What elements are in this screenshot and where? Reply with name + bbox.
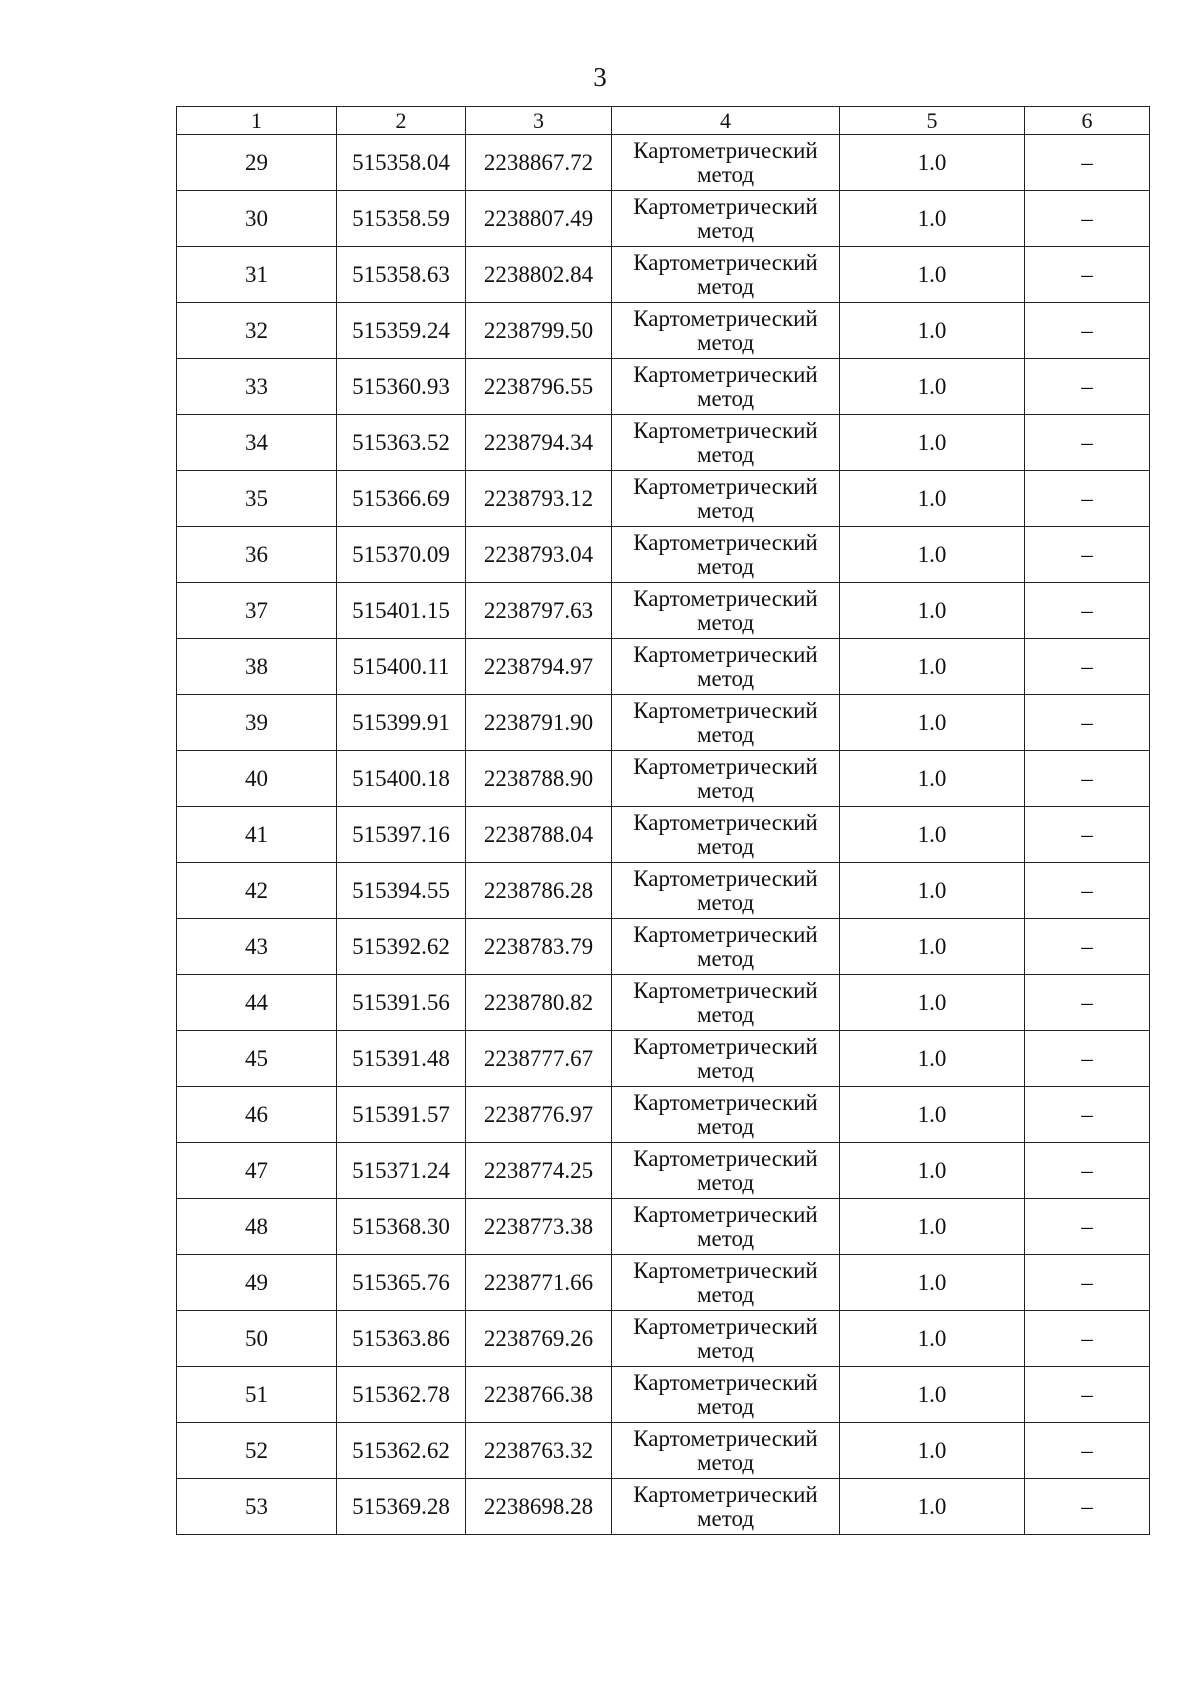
table-row: [177, 1143, 1150, 1199]
point-number-cell: 52: [177, 1423, 337, 1479]
header-col-5: 5: [840, 107, 1025, 135]
coordinates-table: [176, 106, 1150, 1535]
method-line-2: метод: [696, 1449, 755, 1475]
method-cell: [612, 303, 840, 359]
note-cell: –: [1025, 527, 1150, 583]
point-number-cell: 39: [177, 695, 337, 751]
method-cell: [612, 919, 840, 975]
y-coordinate-cell: 2238797.63: [466, 583, 612, 639]
accuracy-cell: 1.0: [840, 1031, 1025, 1087]
note-cell: –: [1025, 751, 1150, 807]
point-number-cell: 30: [177, 191, 337, 247]
point-number-cell: 40: [177, 751, 337, 807]
point-number-cell: 41: [177, 807, 337, 863]
y-coordinate-cell: 2238793.12: [466, 471, 612, 527]
method-line-2: метод: [696, 497, 755, 523]
note-cell: –: [1025, 1087, 1150, 1143]
x-coordinate-cell: 515368.30: [337, 1199, 466, 1255]
header-col-4: 4: [612, 107, 840, 135]
table-row: [177, 1423, 1150, 1479]
method-line-2: метод: [696, 1393, 755, 1419]
point-number-cell: 29: [177, 135, 337, 191]
x-coordinate-cell: 515362.62: [337, 1423, 466, 1479]
method-line-2: метод: [696, 441, 755, 467]
y-coordinate-cell: 2238773.38: [466, 1199, 612, 1255]
x-coordinate-cell: 515358.59: [337, 191, 466, 247]
y-coordinate-cell: 2238794.34: [466, 415, 612, 471]
accuracy-cell: 1.0: [840, 303, 1025, 359]
note-cell: –: [1025, 1143, 1150, 1199]
point-number-cell: 31: [177, 247, 337, 303]
point-number-cell: 49: [177, 1255, 337, 1311]
method-cell: [612, 639, 840, 695]
y-coordinate-cell: 2238771.66: [466, 1255, 612, 1311]
note-cell: –: [1025, 359, 1150, 415]
x-coordinate-cell: 515400.18: [337, 751, 466, 807]
method-line-2: метод: [696, 273, 755, 299]
table-row: [177, 415, 1150, 471]
method-line-1: Картометрический: [633, 809, 818, 835]
header-col-3: 3: [466, 107, 612, 135]
accuracy-cell: 1.0: [840, 1199, 1025, 1255]
accuracy-cell: 1.0: [840, 135, 1025, 191]
table-row: [177, 583, 1150, 639]
y-coordinate-cell: 2238698.28: [466, 1479, 612, 1535]
note-cell: –: [1025, 471, 1150, 527]
method-line-1: Картометрический: [633, 249, 818, 275]
method-line-2: метод: [696, 945, 755, 971]
table-row: [177, 471, 1150, 527]
x-coordinate-cell: 515358.04: [337, 135, 466, 191]
method-line-2: метод: [696, 833, 755, 859]
header-col-1: 1: [177, 107, 337, 135]
method-line-1: Картометрический: [633, 1481, 818, 1507]
accuracy-cell: 1.0: [840, 807, 1025, 863]
accuracy-cell: 1.0: [840, 415, 1025, 471]
method-line-1: Картометрический: [633, 697, 818, 723]
point-number-cell: 38: [177, 639, 337, 695]
method-cell: [612, 1423, 840, 1479]
point-number-cell: 51: [177, 1367, 337, 1423]
note-cell: –: [1025, 247, 1150, 303]
table-row: [177, 919, 1150, 975]
method-cell: [612, 1143, 840, 1199]
y-coordinate-cell: 2238794.97: [466, 639, 612, 695]
table-row: [177, 135, 1150, 191]
table-row: [177, 303, 1150, 359]
note-cell: –: [1025, 415, 1150, 471]
header-col-2: 2: [337, 107, 466, 135]
method-line-1: Картометрический: [633, 1425, 818, 1451]
table-row: [177, 975, 1150, 1031]
note-cell: –: [1025, 975, 1150, 1031]
x-coordinate-cell: 515370.09: [337, 527, 466, 583]
table-row: [177, 1311, 1150, 1367]
x-coordinate-cell: 515369.28: [337, 1479, 466, 1535]
note-cell: –: [1025, 919, 1150, 975]
method-line-1: Картометрический: [633, 473, 818, 499]
x-coordinate-cell: 515366.69: [337, 471, 466, 527]
method-cell: [612, 247, 840, 303]
point-number-cell: 47: [177, 1143, 337, 1199]
accuracy-cell: 1.0: [840, 863, 1025, 919]
method-line-2: метод: [696, 665, 755, 691]
method-line-2: метод: [696, 889, 755, 915]
x-coordinate-cell: 515358.63: [337, 247, 466, 303]
method-line-1: Картометрический: [633, 417, 818, 443]
note-cell: –: [1025, 1199, 1150, 1255]
y-coordinate-cell: 2238867.72: [466, 135, 612, 191]
method-line-2: метод: [696, 385, 755, 411]
point-number-cell: 44: [177, 975, 337, 1031]
accuracy-cell: 1.0: [840, 583, 1025, 639]
note-cell: –: [1025, 583, 1150, 639]
x-coordinate-cell: 515401.15: [337, 583, 466, 639]
note-cell: –: [1025, 639, 1150, 695]
accuracy-cell: 1.0: [840, 471, 1025, 527]
x-coordinate-cell: 515391.48: [337, 1031, 466, 1087]
method-line-2: метод: [696, 217, 755, 243]
method-cell: [612, 863, 840, 919]
method-line-2: метод: [696, 1057, 755, 1083]
table-row: [177, 1031, 1150, 1087]
x-coordinate-cell: 515362.78: [337, 1367, 466, 1423]
note-cell: –: [1025, 807, 1150, 863]
point-number-cell: 43: [177, 919, 337, 975]
method-line-2: метод: [696, 1113, 755, 1139]
method-line-1: Картометрический: [633, 1257, 818, 1283]
y-coordinate-cell: 2238780.82: [466, 975, 612, 1031]
method-line-2: метод: [696, 1337, 755, 1363]
x-coordinate-cell: 515400.11: [337, 639, 466, 695]
accuracy-cell: 1.0: [840, 1423, 1025, 1479]
y-coordinate-cell: 2238777.67: [466, 1031, 612, 1087]
y-coordinate-cell: 2238776.97: [466, 1087, 612, 1143]
method-cell: [612, 1031, 840, 1087]
x-coordinate-cell: 515397.16: [337, 807, 466, 863]
table-row: [177, 695, 1150, 751]
y-coordinate-cell: 2238766.38: [466, 1367, 612, 1423]
table-row: [177, 863, 1150, 919]
note-cell: –: [1025, 191, 1150, 247]
x-coordinate-cell: 515391.57: [337, 1087, 466, 1143]
page-number: 3: [593, 62, 607, 92]
point-number-cell: 48: [177, 1199, 337, 1255]
method-line-1: Картометрический: [633, 305, 818, 331]
method-cell: [612, 1255, 840, 1311]
note-cell: –: [1025, 1367, 1150, 1423]
accuracy-cell: 1.0: [840, 1143, 1025, 1199]
method-cell: [612, 1087, 840, 1143]
accuracy-cell: 1.0: [840, 639, 1025, 695]
method-line-2: метод: [696, 329, 755, 355]
table-header-row: [177, 107, 1150, 135]
table-body: [177, 135, 1150, 1535]
y-coordinate-cell: 2238799.50: [466, 303, 612, 359]
x-coordinate-cell: 515360.93: [337, 359, 466, 415]
table-row: [177, 1199, 1150, 1255]
method-line-2: метод: [696, 161, 755, 187]
x-coordinate-cell: 515371.24: [337, 1143, 466, 1199]
y-coordinate-cell: 2238807.49: [466, 191, 612, 247]
x-coordinate-cell: 515365.76: [337, 1255, 466, 1311]
x-coordinate-cell: 515359.24: [337, 303, 466, 359]
note-cell: –: [1025, 1031, 1150, 1087]
accuracy-cell: 1.0: [840, 247, 1025, 303]
method-line-1: Картометрический: [633, 977, 818, 1003]
y-coordinate-cell: 2238793.04: [466, 527, 612, 583]
table-row: [177, 1087, 1150, 1143]
x-coordinate-cell: 515391.56: [337, 975, 466, 1031]
method-line-2: метод: [696, 1001, 755, 1027]
method-line-1: Картометрический: [633, 1369, 818, 1395]
accuracy-cell: 1.0: [840, 1311, 1025, 1367]
method-line-1: Картометрический: [633, 1313, 818, 1339]
x-coordinate-cell: 515363.52: [337, 415, 466, 471]
y-coordinate-cell: 2238796.55: [466, 359, 612, 415]
method-cell: [612, 583, 840, 639]
method-line-2: метод: [696, 1225, 755, 1251]
table-row: [177, 247, 1150, 303]
accuracy-cell: 1.0: [840, 1087, 1025, 1143]
method-cell: [612, 415, 840, 471]
accuracy-cell: 1.0: [840, 1255, 1025, 1311]
method-cell: [612, 1479, 840, 1535]
table-row: [177, 527, 1150, 583]
method-line-1: Картометрический: [633, 1089, 818, 1115]
note-cell: –: [1025, 1255, 1150, 1311]
method-line-2: метод: [696, 553, 755, 579]
point-number-cell: 34: [177, 415, 337, 471]
accuracy-cell: 1.0: [840, 1367, 1025, 1423]
accuracy-cell: 1.0: [840, 359, 1025, 415]
x-coordinate-cell: 515394.55: [337, 863, 466, 919]
table-row: [177, 807, 1150, 863]
accuracy-cell: 1.0: [840, 975, 1025, 1031]
table-row: [177, 1255, 1150, 1311]
accuracy-cell: 1.0: [840, 695, 1025, 751]
accuracy-cell: 1.0: [840, 527, 1025, 583]
x-coordinate-cell: 515363.86: [337, 1311, 466, 1367]
method-cell: [612, 471, 840, 527]
method-line-1: Картометрический: [633, 753, 818, 779]
y-coordinate-cell: 2238788.04: [466, 807, 612, 863]
note-cell: –: [1025, 695, 1150, 751]
method-line-1: Картометрический: [633, 1033, 818, 1059]
note-cell: –: [1025, 135, 1150, 191]
method-cell: [612, 975, 840, 1031]
method-line-1: Картометрический: [633, 865, 818, 891]
method-line-1: Картометрический: [633, 1145, 818, 1171]
method-line-1: Картометрический: [633, 193, 818, 219]
note-cell: –: [1025, 303, 1150, 359]
point-number-cell: 33: [177, 359, 337, 415]
method-line-2: метод: [696, 777, 755, 803]
point-number-cell: 45: [177, 1031, 337, 1087]
y-coordinate-cell: 2238763.32: [466, 1423, 612, 1479]
table-row: [177, 1367, 1150, 1423]
method-line-1: Картометрический: [633, 529, 818, 555]
method-cell: [612, 135, 840, 191]
note-cell: –: [1025, 1423, 1150, 1479]
y-coordinate-cell: 2238783.79: [466, 919, 612, 975]
method-line-1: Картометрический: [633, 585, 818, 611]
note-cell: –: [1025, 863, 1150, 919]
point-number-cell: 32: [177, 303, 337, 359]
y-coordinate-cell: 2238802.84: [466, 247, 612, 303]
table-row: [177, 639, 1150, 695]
accuracy-cell: 1.0: [840, 191, 1025, 247]
method-line-2: метод: [696, 721, 755, 747]
accuracy-cell: 1.0: [840, 751, 1025, 807]
table-row: [177, 191, 1150, 247]
method-cell: [612, 359, 840, 415]
note-cell: –: [1025, 1311, 1150, 1367]
method-cell: [612, 191, 840, 247]
method-line-2: метод: [696, 1505, 755, 1531]
accuracy-cell: 1.0: [840, 1479, 1025, 1535]
method-line-1: Картометрический: [633, 1201, 818, 1227]
method-cell: [612, 1199, 840, 1255]
table-row: [177, 359, 1150, 415]
x-coordinate-cell: 515399.91: [337, 695, 466, 751]
point-number-cell: 37: [177, 583, 337, 639]
y-coordinate-cell: 2238769.26: [466, 1311, 612, 1367]
method-cell: [612, 1367, 840, 1423]
method-line-2: метод: [696, 1281, 755, 1307]
point-number-cell: 53: [177, 1479, 337, 1535]
method-cell: [612, 751, 840, 807]
method-cell: [612, 1311, 840, 1367]
method-cell: [612, 807, 840, 863]
method-line-1: Картометрический: [633, 921, 818, 947]
y-coordinate-cell: 2238774.25: [466, 1143, 612, 1199]
y-coordinate-cell: 2238788.90: [466, 751, 612, 807]
table-row: [177, 751, 1150, 807]
header-col-6: 6: [1025, 107, 1150, 135]
point-number-cell: 35: [177, 471, 337, 527]
point-number-cell: 46: [177, 1087, 337, 1143]
method-line-2: метод: [696, 609, 755, 635]
note-cell: –: [1025, 1479, 1150, 1535]
point-number-cell: 42: [177, 863, 337, 919]
y-coordinate-cell: 2238786.28: [466, 863, 612, 919]
y-coordinate-cell: 2238791.90: [466, 695, 612, 751]
method-line-1: Картометрический: [633, 361, 818, 387]
table-row: [177, 1479, 1150, 1535]
method-cell: [612, 527, 840, 583]
point-number-cell: 50: [177, 1311, 337, 1367]
method-line-1: Картометрический: [633, 641, 818, 667]
x-coordinate-cell: 515392.62: [337, 919, 466, 975]
point-number-cell: 36: [177, 527, 337, 583]
accuracy-cell: 1.0: [840, 919, 1025, 975]
method-cell: [612, 695, 840, 751]
method-line-1: Картометрический: [633, 137, 818, 163]
method-line-2: метод: [696, 1169, 755, 1195]
